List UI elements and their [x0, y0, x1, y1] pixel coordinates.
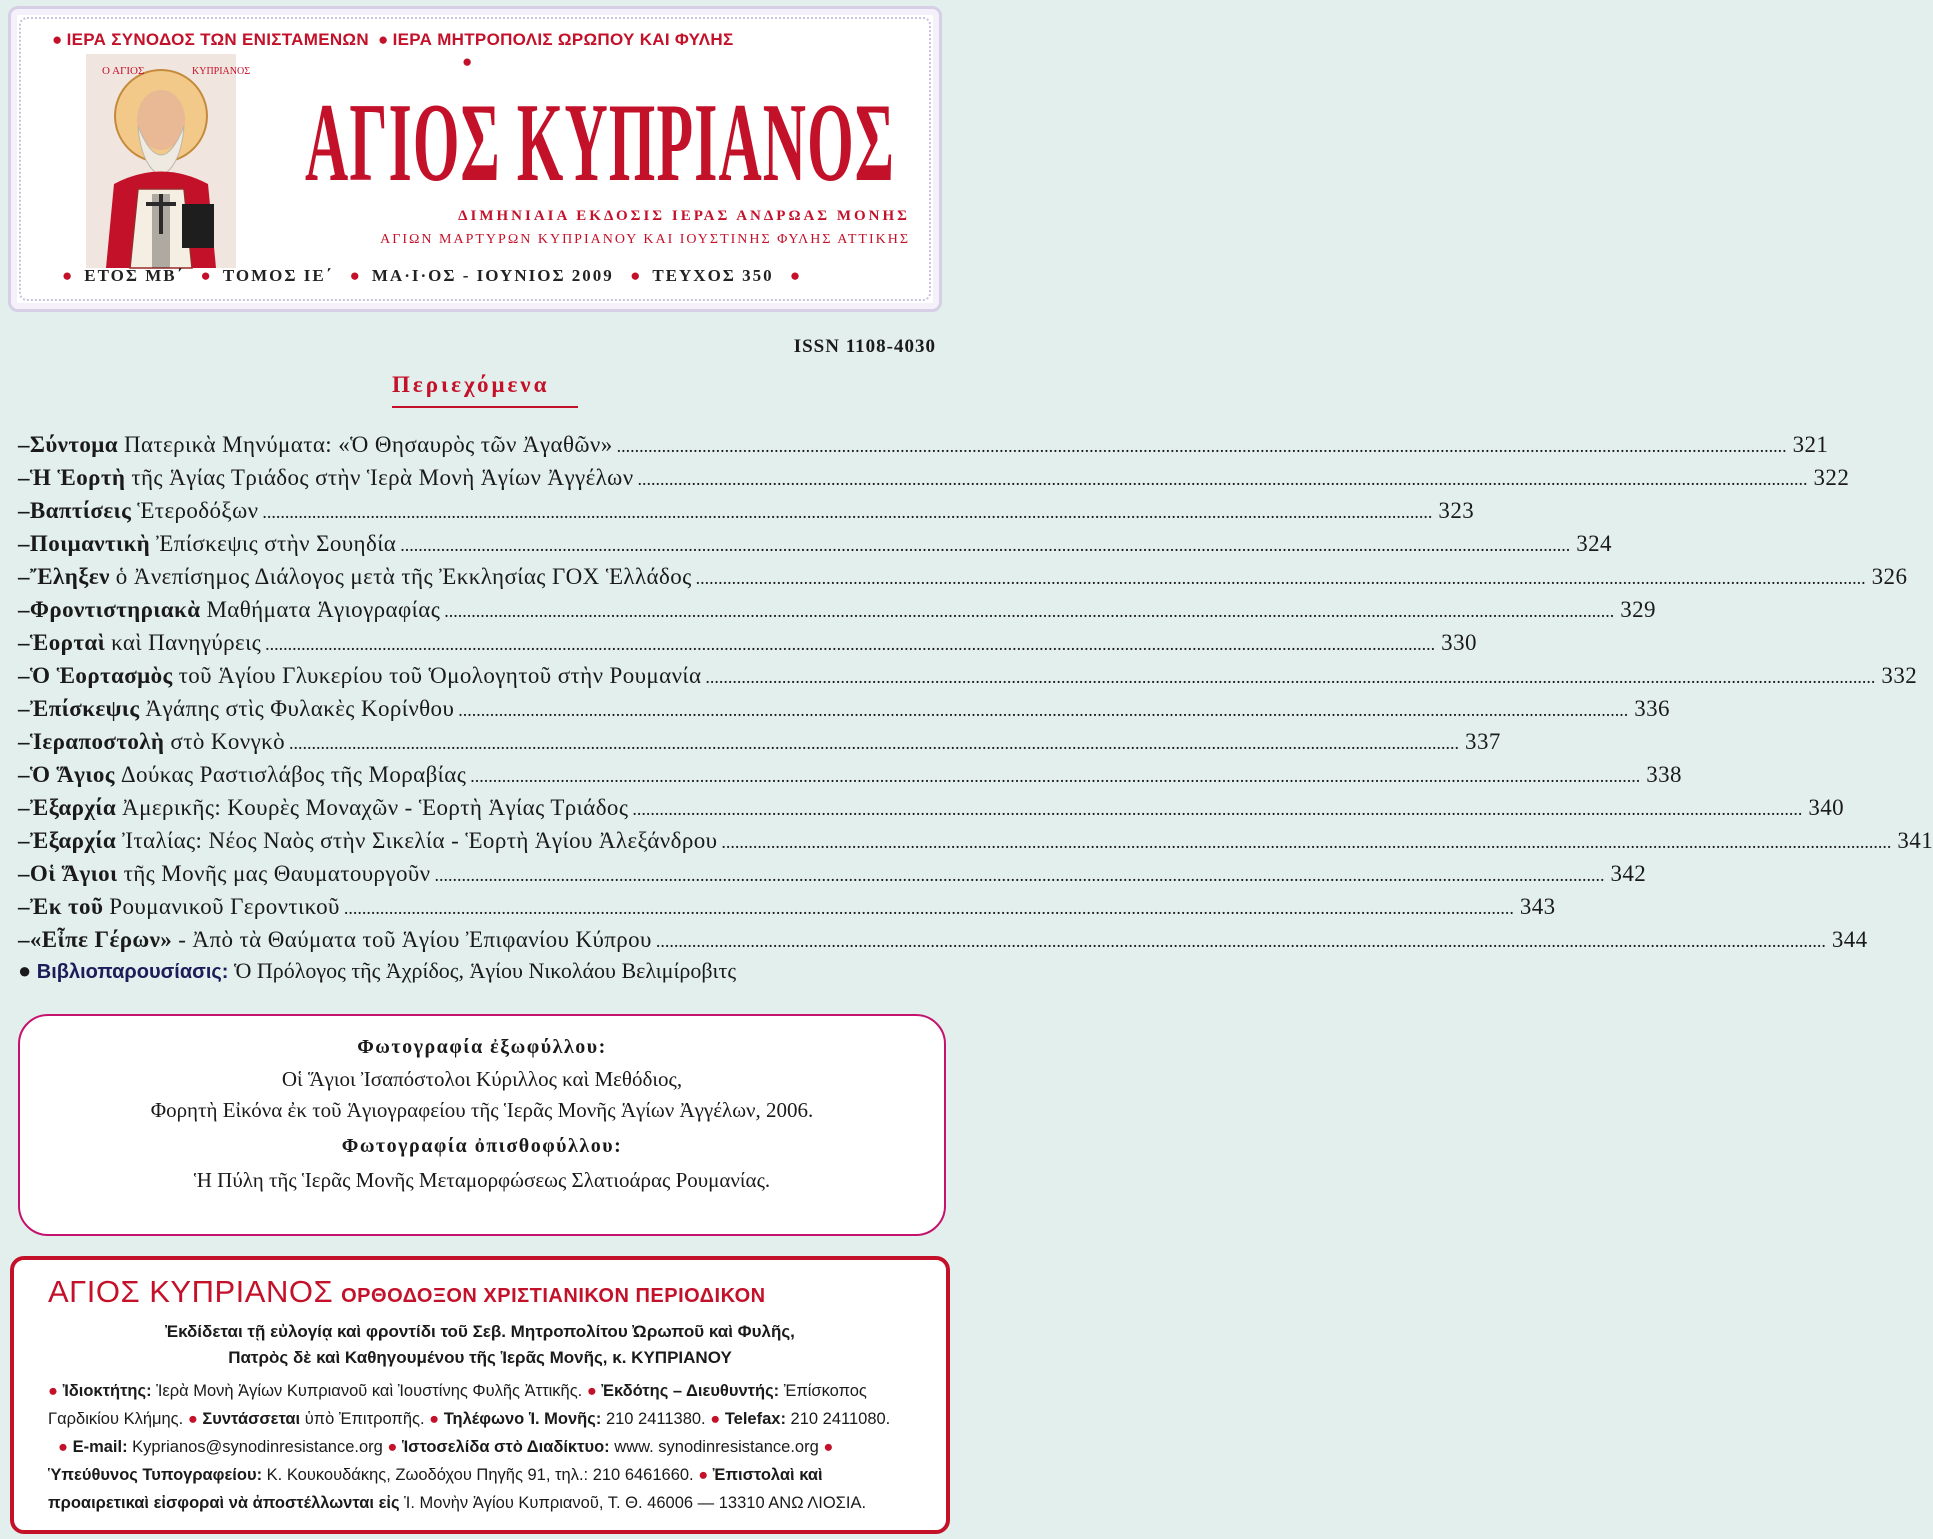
footer-blessing-line-2: Πατρὸς δὲ καὶ Καθηγουμένου τῆς Ἱερᾶς Μονῆς, κ. ΚΥΠΡΙΑΝΟΥ: [228, 1348, 732, 1367]
compiled-label: Συντάσσεται: [202, 1410, 301, 1428]
toc-page-number: 326: [1871, 564, 1908, 589]
toc-title-text: τῆς Ἁγίας Τριάδος στὴν Ἱερὰ Μονὴ Ἁγίων Ἀγγέλων: [131, 465, 634, 490]
toc-row[interactable]: [18, 828, 1933, 861]
toc-bold-text: Ἡ Ἑορτὴ: [29, 465, 126, 490]
toc-leader: [265, 630, 1435, 656]
toc-row[interactable]: [18, 465, 1850, 498]
letters-label-2: προαιρετικαὶ εἰσφοραὶ νὰ ἀποστέλλωνται εἰς: [48, 1494, 400, 1512]
toc-page-number: 337: [1465, 729, 1501, 754]
dash-icon: –: [18, 531, 30, 556]
subtitle-1: ΔΙΜΗΝΙΑΙΑ ΕΚΔΟΣΙΣ ΙΕΡΑΣ ΑΝΔΡΩΑΣ ΜΟΝΗΣ: [458, 208, 910, 224]
masthead-title: [300, 68, 900, 205]
icon-label-right: ΚΥΠΡΙΑΝΟΣ: [192, 66, 251, 77]
toc-title-text: Ἐπίσκεψις στὴν Σουηδία: [156, 531, 397, 556]
toc-bold-text: Ἱεραποστολὴ: [29, 729, 165, 754]
toc-row[interactable]: [18, 663, 1918, 696]
cover-photo-line-2: Φορητὴ Εἰκόνα ἐκ τοῦ Ἁγιογραφείου τῆς Ἱερᾶς Μονῆς Ἁγίων Ἀγγέλων, 2006.: [150, 1098, 814, 1122]
bullet-icon: ●: [823, 1438, 834, 1456]
toc-leader: [470, 762, 1640, 788]
toc-row[interactable]: [18, 894, 1556, 927]
toc-page-number: 324: [1576, 531, 1612, 556]
dash-icon: –: [18, 861, 30, 886]
toc-bold-text: Ἔληξεν: [29, 564, 110, 589]
toc-title-text: Πατερικὰ Μηνύματα: «Ὁ Θησαυρὸς τῶν Ἀγαθῶν»: [123, 432, 613, 457]
dash-icon: –: [18, 465, 30, 490]
toc-title-text: τοῦ Ἁγίου Γλυκερίου τοῦ Ὁμολογητοῦ στὴν Ρουμανία: [178, 663, 702, 688]
toc-page-number: 332: [1881, 663, 1918, 688]
back-photo-caption: Φωτογραφία ὀπισθοφύλλου:: [341, 1135, 623, 1157]
icon-label-left: Ο ΑΓΙΟΣ: [102, 65, 145, 77]
book-review-line: [18, 958, 736, 984]
bullet-icon: ●: [18, 958, 32, 983]
toc-title-text: Ἰταλίας: Νέος Ναὸς στὴν Σικελία - Ἑορτὴ Ἁγίου Ἀλεξάνδρου: [122, 828, 718, 853]
bullet-icon: ●: [48, 1382, 58, 1400]
toc-bold-text: Ποιμαντικὴ: [29, 531, 151, 556]
footer-info-line-5: [48, 1494, 866, 1513]
owner-label: Ἰδιοκτήτης:: [62, 1382, 152, 1400]
toc-leader: [656, 927, 1826, 953]
toc-leader: [344, 894, 1514, 920]
toc-page-number: 342: [1610, 861, 1647, 886]
bullet-icon: ●: [58, 1438, 68, 1456]
footer-blessing-line-1: Ἐκδίδεται τῇ εὐλογίᾳ καὶ φροντίδι τοῦ Σεβ. Μητροπολίτου Ὠρωποῦ καὶ Φυλῆς,: [165, 1322, 795, 1341]
bullet-icon: ●: [586, 1382, 597, 1400]
footer-info-line-1: [48, 1382, 867, 1401]
bullet-icon: ●: [52, 30, 63, 49]
toc-title-text: ὁ Ἀνεπίσημος Διάλογος μετὰ τῆς Ἐκκλησίας ΓΟΧ Ἑλλάδος: [115, 564, 692, 589]
issue-number: ΤΕΥΧΟΣ 350: [652, 266, 774, 285]
toc-bold-text: «Εἶπε Γέρων»: [29, 927, 173, 952]
metropolis-name: ΙΕΡΑ ΜΗΤΡΟΠΟΛΙΣ ΩΡΩΠΟΥ ΚΑΙ ΦΥΛΗΣ: [392, 30, 734, 49]
toc-title-text: Ἀγάπης στὶς Φυλακὲς Κορίνθου: [145, 696, 455, 721]
cover-photo-line-1: Οἱ Ἅγιοι Ἰσαπόστολοι Κύριλλος καὶ Μεθόδιος,: [281, 1067, 683, 1091]
toc-row[interactable]: [18, 630, 1477, 663]
phone-label: Τηλέφωνο Ἱ. Μονῆς:: [443, 1410, 602, 1428]
editor-label: Ἐκδότης – Διευθυντής:: [601, 1382, 780, 1400]
toc-row[interactable]: [18, 597, 1656, 630]
toc-leader: [617, 432, 1787, 458]
bullet-icon: ●: [789, 266, 803, 285]
toc-row[interactable]: [18, 762, 1682, 795]
bullet-icon: ●: [710, 1410, 721, 1428]
toc-title-text: Ἀμερικῆς: Κουρὲς Μοναχῶν - Ἑορτὴ Ἁγίας Τριάδος: [122, 795, 629, 820]
toc-bold-text: Ἐξαρχία: [29, 828, 117, 853]
toc-bold-text: Οἱ Ἅγιοι: [29, 861, 118, 886]
toc-leader: [289, 729, 1459, 755]
website-link[interactable]: www. synodinresistance.org: [614, 1438, 819, 1456]
bullet-icon: ●: [462, 52, 473, 71]
toc-page-number: 321: [1792, 432, 1829, 457]
website-label: Ἱστοσελίδα στὸ Διαδίκτυο:: [401, 1438, 610, 1456]
toc-leader: [400, 531, 1570, 557]
toc-row[interactable]: [18, 861, 1647, 894]
bullet-icon: ●: [387, 1438, 398, 1456]
toc-leader: [632, 795, 1802, 821]
toc-leader: [458, 696, 1628, 722]
toc-leader: [434, 861, 1604, 887]
bullet-icon: ●: [429, 1410, 440, 1428]
issue-year: ΕΤΟΣ ΜΒ΄: [84, 266, 185, 285]
contents-underline: [392, 406, 578, 408]
toc-bold-text: Ὁ Ἑορτασμὸς: [29, 663, 173, 688]
toc-leader: [262, 498, 1432, 524]
toc-row[interactable]: [18, 696, 1670, 729]
toc-page-number: 323: [1438, 498, 1475, 523]
toc-leader: [444, 597, 1614, 623]
owner-text: Ἱερὰ Μονὴ Ἁγίων Κυπριανοῦ καὶ Ἰουστίνης Φυλῆς Ἀττικῆς.: [156, 1382, 583, 1400]
toc-bold-text: Ὁ Ἅγιος: [29, 762, 115, 787]
toc-row[interactable]: [18, 432, 1829, 465]
book-review-text: Ὁ Πρόλογος τῆς Ἀχρίδος, Ἁγίου Νικολάου Βελιμίροβιτς: [233, 958, 737, 983]
book-review-label: Βιβλιοπαρουσίασις:: [36, 961, 229, 983]
printer-text: Κ. Κουκουδάκης, Ζωοδόχου Πηγῆς 91, τηλ.: 210 6461660.: [266, 1466, 694, 1484]
bullet-icon: ●: [187, 1410, 198, 1428]
editor-text-2: Γαρδικίου Κλήμης.: [48, 1410, 184, 1428]
toc-leader: [721, 828, 1891, 854]
saint-cyprian-icon: [86, 54, 251, 268]
toc-title-text: Μαθήματα Ἁγιογραφίας: [206, 597, 441, 622]
toc-bold-text: Σύντομα: [29, 432, 118, 457]
toc-bold-text: Ἑορταὶ: [29, 630, 106, 655]
email-label: E-mail:: [72, 1438, 128, 1456]
fax-label: Telefax:: [724, 1410, 786, 1428]
toc-page-number: 340: [1808, 795, 1845, 820]
toc-title-text: Ρουμανικοῦ Γεροντικοῦ: [109, 894, 340, 919]
bullet-icon: ●: [630, 266, 643, 285]
toc-row[interactable]: [18, 498, 1475, 531]
issn: ISSN 1108-4030: [793, 336, 936, 357]
dash-icon: –: [18, 564, 30, 589]
bullet-icon: ●: [698, 1466, 709, 1484]
bullet-icon: ●: [377, 30, 389, 49]
toc-title-text: τῆς Μονῆς μας Θαυματουργοῦν: [123, 861, 431, 886]
toc-row[interactable]: [18, 531, 1612, 564]
dash-icon: –: [18, 663, 30, 688]
contents-title: Περιεχόμενα: [392, 372, 550, 397]
toc-page-number: 338: [1646, 762, 1682, 787]
toc-page-number: 322: [1813, 465, 1850, 490]
printer-label: Ὑπεύθυνος Τυπογραφείου:: [48, 1466, 263, 1484]
toc-title-text: καὶ Πανηγύρεις: [111, 630, 262, 655]
toc-page-number: 344: [1831, 927, 1868, 952]
dash-icon: –: [18, 828, 30, 853]
toc-title-text: Ἑτεροδόξων: [137, 498, 259, 523]
publisher-info-box: [10, 1256, 950, 1534]
issue-volume: ΤΟΜΟΣ ΙΕ΄: [222, 266, 334, 285]
toc-leader: [638, 465, 1808, 491]
bullet-icon: ●: [200, 266, 213, 285]
dash-icon: –: [18, 630, 30, 655]
toc-bold-text: Ἐκ τοῦ: [29, 894, 104, 919]
toc-row[interactable]: [18, 795, 1845, 828]
dash-icon: –: [18, 729, 30, 754]
editor-text: Ἐπίσκοπος: [783, 1382, 867, 1400]
masthead-text: ΑΓΙΟΣ ΚΥΠΡΙΑΝΟΣ: [305, 81, 895, 205]
toc-bold-text: Ἐπίσκεψις: [29, 696, 140, 721]
email-link[interactable]: Kyprianos@synodinresistance.org: [132, 1438, 383, 1456]
toc-page-number: 330: [1441, 630, 1477, 655]
toc-leader: [705, 663, 1875, 689]
toc-title-text: Δούκας Ραστισλάβος τῆς Μοραβίας: [120, 762, 467, 787]
table-of-contents: [18, 432, 1933, 960]
issue-line: [52, 266, 912, 286]
toc-page-number: 343: [1519, 894, 1556, 919]
footer-brand: [48, 1274, 766, 1310]
footer-info-line-2: [48, 1410, 890, 1429]
toc-title-text: στὸ Κονγκὸ: [170, 729, 286, 754]
phone-number: 210 2411380.: [605, 1410, 706, 1428]
compiled-text: ὑπὸ Ἐπιτροπῆς.: [304, 1410, 425, 1428]
bullet-icon: ●: [62, 266, 75, 285]
letters-address: Ἱ. Μονὴν Ἁγίου Κυπριανοῦ, Τ. Θ. 46006 — 13310 ΑΝΩ ΛΙΟΣΙΑ.: [404, 1494, 867, 1512]
subtitle-2: ΑΓΙΩΝ ΜΑΡΤΥΡΩΝ ΚΥΠΡΙΑΝΟΥ ΚΑΙ ΙΟΥΣΤΙΝΗΣ ΦΥΛΗΣ ΑΤΤΙΚΗΣ: [380, 232, 910, 247]
footer-info-line-3: [58, 1438, 833, 1457]
dash-icon: –: [18, 795, 30, 820]
toc-page-number: 329: [1620, 597, 1656, 622]
cover-photo-caption: Φωτογραφία ἐξωφύλλου:: [357, 1036, 607, 1058]
toc-bold-text: Βαπτίσεις: [29, 498, 132, 523]
toc-page-number: 336: [1634, 696, 1670, 721]
letters-label: Ἐπιστολαὶ καὶ: [712, 1466, 823, 1484]
photo-credits-box: [18, 1014, 946, 1236]
dash-icon: –: [18, 597, 30, 622]
toc-row[interactable]: [18, 564, 1908, 597]
dash-icon: –: [18, 498, 30, 523]
dash-icon: –: [18, 762, 30, 787]
toc-page-number: 341: [1897, 828, 1933, 853]
issue-months: ΜΑ·Ι·ΟΣ - ΙΟΥΝΙΟΣ 2009: [371, 266, 614, 285]
toc-leader: [696, 564, 1866, 590]
toc-row[interactable]: [18, 927, 1868, 960]
dash-icon: –: [18, 927, 30, 952]
toc-row[interactable]: [18, 729, 1501, 762]
fax-number: 210 2411080.: [790, 1410, 891, 1428]
dash-icon: –: [18, 894, 30, 919]
dash-icon: –: [18, 432, 30, 457]
back-photo-line-1: Ἡ Πύλη τῆς Ἱερᾶς Μονῆς Μεταμορφώσεως Σλατιοάρας Ρουμανίας.: [193, 1168, 771, 1192]
toc-bold-text: Ἐξαρχία: [29, 795, 117, 820]
footer-info-line-4: [48, 1466, 823, 1485]
toc-title-text: - Ἀπὸ τὰ Θαύματα τοῦ Ἁγίου Ἐπιφανίου Κύπρου: [178, 927, 652, 952]
synod-name: ΙΕΡΑ ΣΥΝΟΔΟΣ ΤΩΝ ΕΝΙΣΤΑΜΕΝΩΝ: [66, 30, 369, 49]
toc-bold-text: Φροντιστηριακὰ: [29, 597, 201, 622]
footer-brand-subtitle: ΟΡΘΟΔΟΞΟΝ ΧΡΙΣΤΙΑΝΙΚΟΝ ΠΕΡΙΟΔΙΚΟΝ: [341, 1285, 766, 1307]
footer-brand-name: ΑΓΙΟΣ ΚΥΠΡΙΑΝΟΣ: [48, 1274, 334, 1309]
bullet-icon: ●: [349, 266, 362, 285]
dash-icon: –: [18, 696, 30, 721]
saint-icon-image: [86, 54, 251, 268]
